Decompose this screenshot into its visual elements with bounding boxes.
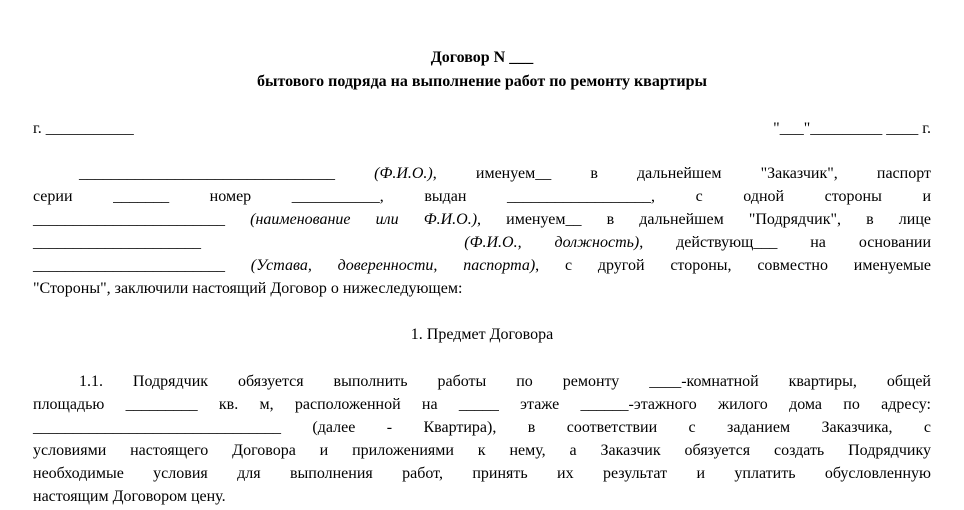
preamble-line-4: [33, 232, 931, 254]
date-field: "___"_________ ____ г.: [773, 120, 931, 137]
clause-line-2: площадью _________ кв. м, расположенной на _____ этаже ______-этажного жилого дома по адресу:: [33, 396, 931, 413]
document-title: Договор N ___: [430, 49, 534, 66]
authority-doc-hint: (Устава, доверенности, паспорта): [250, 257, 536, 274]
section-heading: 1. Предмет Договора: [410, 326, 554, 343]
representative-blank: _____________________: [33, 234, 201, 251]
clause-line-3: _______________________________ (далее - Квартира), в соответствии с заданием Заказчика, с: [33, 419, 931, 436]
clause-line-4: условиями настоящего Договора и приложениями к нему, а Заказчик обязуется создать Подрядчику: [33, 442, 931, 459]
acting-basis-text: , действующ___ на основании: [639, 234, 932, 251]
clause-line-5: необходимые условия для выполнения работ, принять их результат и уплатить обусловленную: [33, 465, 931, 482]
preamble-line-6: "Стороны", заключили настоящий Договор о нижеследующем:: [33, 280, 463, 297]
representative-hint: (Ф.И.О., должность): [464, 234, 640, 251]
document-subtitle: бытового подряда на выполнение работ по ремонту квартиры: [257, 73, 707, 90]
preamble-line-5: [33, 255, 931, 277]
city-field: г. ___________: [33, 120, 134, 137]
preamble-line-2: серии _______ номер ___________, выдан __________________, с одной стороны и: [33, 188, 931, 205]
customer-name-hint: (Ф.И.О.): [374, 165, 433, 182]
contractor-name-blank: ________________________: [33, 211, 225, 228]
clause-line-6: настоящим Договором цену.: [33, 488, 226, 505]
customer-name-blank: ________________________________: [79, 165, 335, 182]
parties-text: , с другой стороны, совместно именуемые: [535, 257, 931, 274]
authority-doc-blank: ________________________: [33, 257, 225, 274]
preamble-line-1: [33, 163, 931, 185]
contractor-role-text: , именуем__ в дальнейшем "Подрядчик", в лице: [477, 211, 932, 228]
contractor-name-hint: (наименование или Ф.И.О.): [250, 211, 478, 228]
preamble-line-3: [33, 209, 931, 231]
customer-role-text: , именуем__ в дальнейшем "Заказчик", паспорт: [432, 165, 932, 182]
clause-line-1: 1.1. Подрядчик обязуется выполнить работы по ремонту ____-комнатной квартиры, общей: [79, 373, 931, 390]
